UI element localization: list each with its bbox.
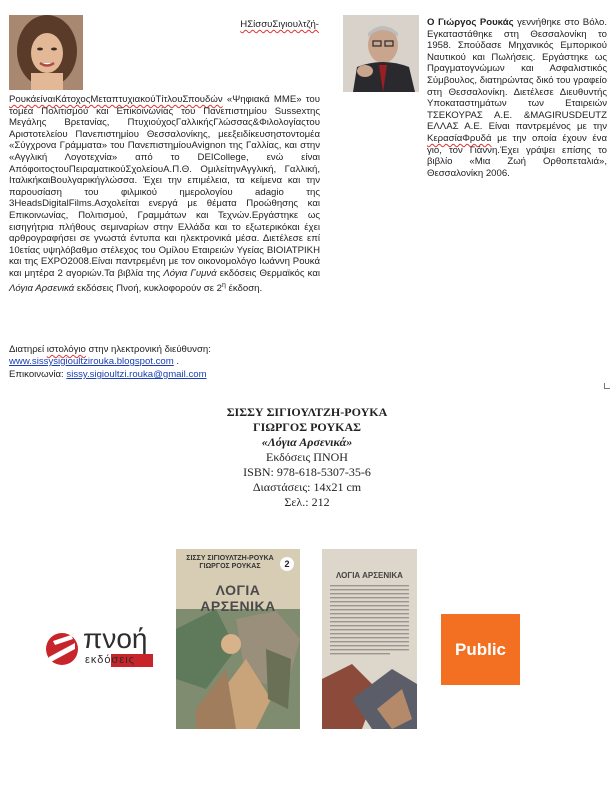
isbn: ISBN: 978-618-5307-35-6 <box>243 465 371 479</box>
book-cover-front <box>176 549 300 729</box>
dimensions: Διαστάσεις: 14x21 cm <box>252 480 362 494</box>
book-logia-arsenika: Λόγια Αρσενικά <box>9 282 75 294</box>
text-boundary-marker <box>604 383 610 389</box>
author-line-1: ΣΙΣΣΥ ΣΙΓΙΟΥΛΤΖΗ-ΡΟΥΚΑ <box>226 405 388 419</box>
pnoi-logo-sub: εκδόσεις <box>85 654 135 666</box>
giorgos-name: Ο Γιώργος Ρουκάς <box>427 17 514 28</box>
email-link[interactable]: sissy.sigioultzi.rouka@gmail.com <box>66 369 207 380</box>
giorgos-bio-top: Ο Γιώργος Ρουκάς γεννήθηκε στο Βόλο. Εγκαταστάθηκε στη Θεσσαλονίκη το 1958. Σπούδασε Μηχανικός Εμπορικού Ναυτικού και Πωλήσεις. Εργάστηκε ως Πραγματογνώμων και Ασφαλιστικός Σύμβουλος, διατηρώντας δικό του γραφείο στη Θεσσαλονίκη. Διετέλεσε Διευθυντής Υποκαταστημάτων των Εταιρειών ΤΣΕΚΟΥΡΑΣ Α.Ε. &MAGIRUSDEUTZ ΕΛΛΑΣ Α.Ε. Είναι παντρεμένος με την ΚερασίαΦρυδά με την οποία έχουν ένα γιο, τον Γιάννη.Έχει γράψει επίσης το βιβλίο «Μια Ζωή Ορθοπεταλιά», Θεσσαλονίκη 2006. <box>427 17 608 179</box>
cover-edition-badge: 2 <box>280 557 294 571</box>
sissy-blog-url-line: www.sissysigioultzirouka.blogspot.com . <box>9 356 180 367</box>
author-line-2: ΓΙΩΡΓΟΣ ΡΟΥΚΑΣ <box>253 420 361 434</box>
giorgos-wife: ΚερασίαΦρυδά <box>427 132 492 144</box>
sissy-bio: ΡουκάείναιΚάτοχοςΜεταπτυχιακούΤίτλουΣπουδών «Ψηφιακά ΜΜΕ» του τομέα Πολιτισμού και Επικοινωνίας του Πανεπιστημίου Sussexτης Μεγάλης Βρετανίας, ΠτυχιούχοςΓαλλικήςΓλώσσας&Φιλολογίαςτου Αριστοτελείου Πανεπιστημίου Θεσσαλονίκης, μεεξειδίκευσηστοντομέα «Σύγχρονα Γράμματα» του ΠανεπιστημίουAvignon της Γαλλίας, και στην «Αγγλική Λογοτεχνία» από το DEICollege, ενώ είναι ΑπόφοιτοςτουΠειραματικούΣχολείουΑ.Π.Θ. ΟμιλείτηνΑγγλική, Γαλλική, ΙταλικήκαιΒουλγαρικήγλώσσα. Έχει την επιμέλεια, τα κείμενα και την παρουσίαση του φιλμικού ημερολογίου adagio της 3HeadsDigitalFilms.Ασχολείται ενεργά με θέματα Προώθησης και Επικοινωνίας, Πολιτισμού, Γραμμάτων και Τεχνών.Εργάστηκε ως εισηγήτρια πλήθους σεμιναρίων στην Ελλάδα και το εξωτερικόκαι έχει αρθρογραφήσει σε γνωστά έντυπα και ηλεκτρονικά μέσα. Διετέλεσε επί 10ετίας υψηλόβαθμο στέλεχος του Ομίλου Εταιρειών Υγείας ΒΙΟΙΑΤΡΙΚΗ και της EXPO2008.Είναι παντρεμένη με τον οικονομολόγο Ιωάννη Ρουκά και μητέρα 2 αγοριών.Τα βιβλία της Λόγια Γυμνά εκδόσεις Θερμαϊκός και Λόγια Αρσενικά εκδόσεις Πνοή, κυκλοφορούν σε $2^\eta$ έκδοση. <box>9 94 320 294</box>
pnoi-logo-icon <box>45 631 79 667</box>
sissy-contact-line: Επικοινωνία: sissy.sigioultzi.rouka@gmail.com <box>9 369 207 380</box>
cover-title: ΛΟΓΙΑ ΑΡΣΕΝΙΚΑ <box>200 582 276 614</box>
book-logia-gymna: Λόγια Γυμνά <box>163 267 217 279</box>
book-info <box>0 405 614 510</box>
book-title: «Λόγια Αρσενικά» <box>261 435 353 449</box>
public-logo <box>441 614 520 685</box>
pnoi-logo <box>45 623 160 671</box>
book-cover-back <box>322 549 417 729</box>
author-photo-sissy <box>9 15 83 90</box>
page-count: Σελ.: 212 <box>284 495 330 509</box>
back-cover-title: ΛΟΓΙΑ ΑΡΣΕΝΙΚΑ <box>336 571 403 580</box>
pnoi-logo-text: πνοή <box>83 623 148 654</box>
public-logo-text: Public <box>454 640 506 659</box>
sissy-blog-line: Διατηρεί ιστολόγιο στην ηλεκτρονική διεύθυνση: <box>9 344 211 355</box>
cover-authors-2: ΓΙΩΡΓΟΣ ΡΟΥΚΑΣ <box>199 563 261 570</box>
publisher: Εκδόσεις ΠΝΟΗ <box>266 450 348 464</box>
sissy-bio-lead: ΡουκάείναιΚάτοχοςΜεταπτυχιακούΤίτλουΣπουδών <box>9 94 223 105</box>
author-photo-giorgos <box>343 15 419 92</box>
sissy-name-header: ΗΣίσσυΣιγιουλτζή- <box>240 19 319 30</box>
blog-link[interactable]: www.sissysigioultzirouka.blogspot.com <box>9 356 174 367</box>
cover-authors-1: ΣΙΣΣΥ ΣΙΓΙΟΥΛΤΖΗ-ΡΟΥΚΑ <box>186 555 274 562</box>
